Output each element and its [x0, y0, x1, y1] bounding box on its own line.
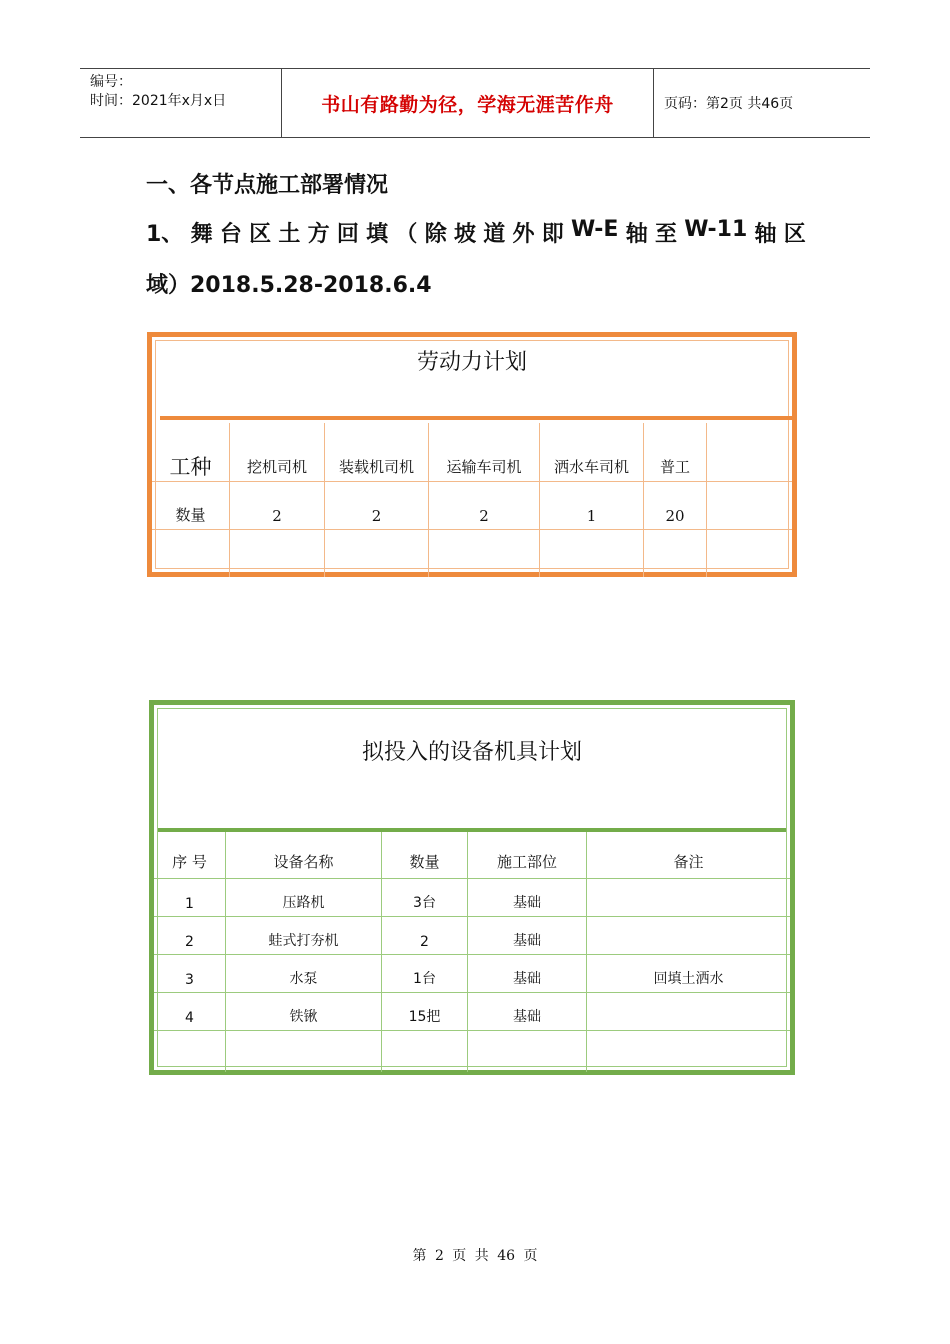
subheading-segment: W-E [571, 217, 619, 242]
equipment-location-cell: 基础 [468, 954, 587, 992]
equipment-row [154, 916, 790, 955]
subheading-segment: （ [395, 222, 418, 247]
subheading-segment: 填 [366, 222, 389, 247]
labor-plan-divider [160, 416, 792, 420]
document-header [80, 68, 870, 138]
page-footer: 第 2 页 共 46 页 [412, 1248, 538, 1264]
equipment-remark-cell [587, 1030, 790, 1072]
header-page-info: 页码：第2页 共46页 [664, 96, 794, 112]
equipment-index-cell: 4 [154, 992, 226, 1030]
subheading-segment: 土 [278, 222, 301, 247]
subheading-segment: 道 [483, 222, 506, 247]
labor-count-label: 数量 [152, 481, 230, 529]
equipment-column-header: 备注 [673, 853, 704, 871]
equipment-plan-grid [154, 832, 790, 1070]
equipment-quantity-cell: 1台 [382, 954, 468, 992]
labor-count-cell [707, 481, 792, 529]
equipment-column-header: 施工部位 [468, 832, 587, 878]
subheading-segment: 区 [783, 222, 806, 247]
equipment-index-cell: 1 [154, 878, 226, 916]
equipment-name-cell: 蛙式打夯机 [226, 916, 382, 954]
subheading-segment: 轴 [625, 222, 648, 247]
header-motto-cell [282, 69, 654, 137]
equipment-quantity-cell: 15把 [382, 992, 468, 1030]
equipment-location-cell [468, 1030, 587, 1072]
labor-count-cell: 20 [644, 481, 707, 529]
labor-empty-cell [230, 529, 325, 577]
equipment-location-cell: 基础 [468, 878, 587, 916]
equipment-remark-cell [587, 992, 790, 1030]
labor-empty-cell [644, 529, 707, 577]
subheading-segment: W-11 [684, 217, 748, 242]
equipment-column-header: 数量 [382, 832, 468, 878]
equipment-index-cell [154, 1030, 226, 1072]
labor-empty-cell [707, 529, 792, 577]
labor-empty-cell [540, 529, 644, 577]
labor-type-label: 工种 [152, 423, 230, 481]
equipment-remark-cell [587, 878, 790, 916]
equipment-quantity-cell [382, 1030, 468, 1072]
labor-column-header: 装载机司机 [325, 423, 429, 481]
subheading-segment: 外 [512, 222, 535, 247]
subheading-segment: 除 [424, 222, 447, 247]
subheading-segment: 1、 [146, 222, 184, 247]
equipment-name-cell: 水泵 [226, 954, 382, 992]
labor-count-cell: 2 [429, 481, 540, 529]
labor-header-row [152, 423, 792, 482]
labor-plan-grid [152, 423, 792, 572]
subheading-segment: 台 [219, 222, 242, 247]
header-meta [80, 69, 282, 137]
subheading-segment: 方 [307, 222, 330, 247]
subheading-segment: 回 [336, 222, 359, 247]
equipment-plan-title: 拟投入的设备机具计划 [361, 740, 582, 765]
equipment-name-cell: 铁锹 [226, 992, 382, 1030]
header-motto: 书山有路勤为径，学海无涯苦作舟 [321, 93, 614, 116]
equipment-plan-table [149, 700, 795, 1075]
labor-column-header: 挖机司机 [230, 423, 325, 481]
equipment-quantity-cell: 2 [382, 916, 468, 954]
equipment-location-cell: 基础 [468, 992, 587, 1030]
equipment-index-cell: 2 [154, 916, 226, 954]
labor-column-header: 洒水车司机 [540, 423, 644, 481]
labor-plan-table [147, 332, 797, 577]
equipment-index-cell: 3 [154, 954, 226, 992]
subheading-segment: 即 [541, 222, 564, 247]
labor-column-header: 普工 [644, 423, 707, 481]
equipment-header-row [154, 832, 790, 879]
labor-count-cell: 1 [540, 481, 644, 529]
labor-column-header [707, 423, 792, 481]
labor-count-row [152, 481, 792, 530]
equipment-remark-cell: 回填土洒水 [653, 971, 724, 987]
labor-empty-cell [152, 529, 230, 577]
subheading-segment: 轴 [754, 222, 777, 247]
labor-plan-title: 劳动力计划 [416, 350, 527, 375]
equipment-column-header: 序 号 [154, 832, 226, 878]
equipment-name-cell: 压路机 [226, 878, 382, 916]
equipment-row [154, 878, 790, 917]
subheading-segment: 坡 [453, 222, 476, 247]
equipment-row [154, 1030, 790, 1072]
equipment-quantity-cell: 3台 [382, 878, 468, 916]
subheading-segment: 舞 [190, 222, 213, 247]
equipment-remark-cell [587, 916, 790, 954]
document-date: 时间：2021年x月x日 [90, 93, 227, 109]
equipment-column-header: 设备名称 [226, 832, 382, 878]
labor-empty-row [152, 529, 792, 577]
equipment-name-cell [226, 1030, 382, 1072]
subheading-line-2: 域）2018.5.28-2018.6.4 [146, 273, 432, 298]
subheading-segment: 至 [654, 222, 677, 247]
labor-count-cell: 2 [325, 481, 429, 529]
labor-column-header: 运输车司机 [429, 423, 540, 481]
equipment-row [154, 992, 790, 1031]
equipment-location-cell: 基础 [468, 916, 587, 954]
labor-empty-cell [429, 529, 540, 577]
subheading-line-1 [146, 217, 806, 248]
labor-count-cell: 2 [230, 481, 325, 529]
equipment-row [154, 954, 790, 993]
subheading-segment: 区 [249, 222, 272, 247]
labor-empty-cell [325, 529, 429, 577]
document-number-label: 编号： [90, 74, 132, 90]
section-heading: 一、各节点施工部署情况 [146, 173, 389, 198]
